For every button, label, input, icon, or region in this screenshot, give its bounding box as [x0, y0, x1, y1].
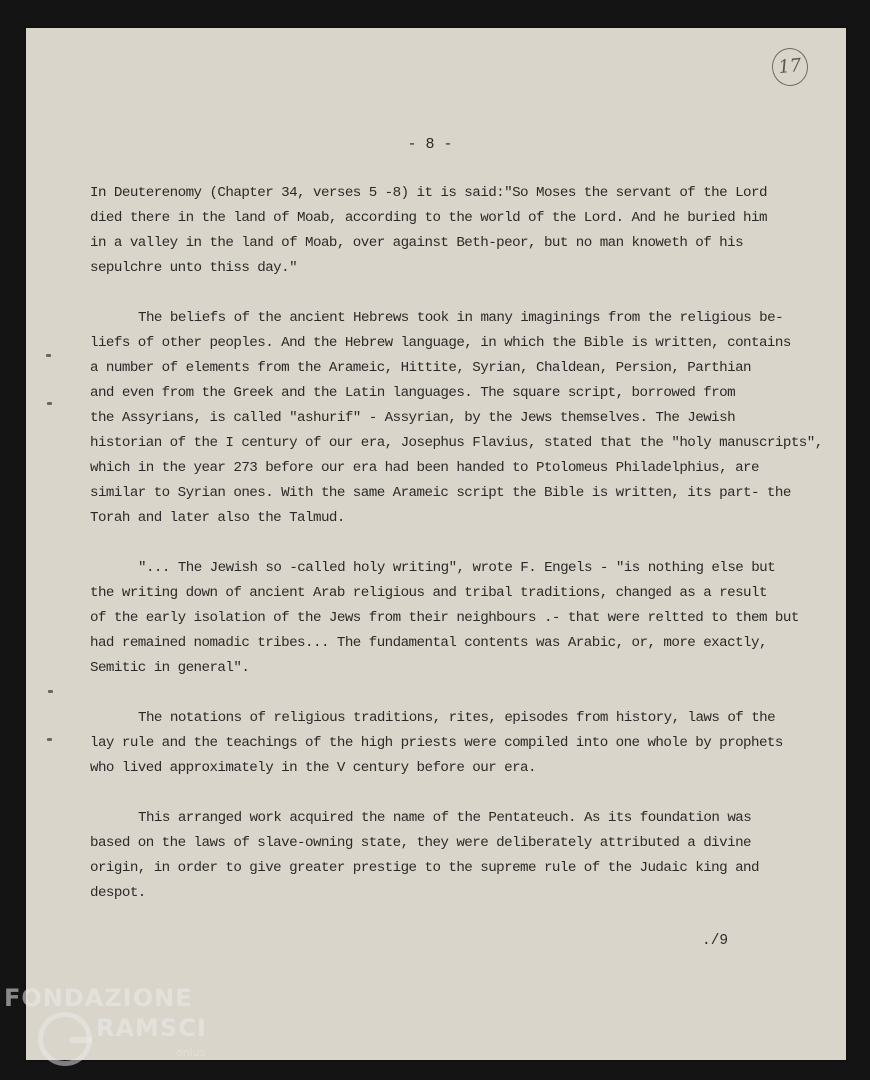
text-line: who lived approximately in the V century before our era. [90, 760, 536, 776]
text-line: of the early isolation of the Jews from their neighbours .- that were reltted to them but [90, 610, 799, 626]
text-line: lay rule and the teachings of the high priests were compiled into one whole by prophets [90, 735, 783, 751]
margin-mark [47, 738, 52, 741]
text-line: Torah and later also the Talmud. [90, 510, 345, 526]
watermark-line1: FONDAZIONE [4, 984, 193, 1012]
text-line: died there in the land of Moab, according to the world of the Lord. And he buried him [90, 210, 767, 226]
text-line: This arranged work acquired the name of the Pentateuch. As its foundation was [138, 810, 752, 826]
text-line: "... The Jewish so -called holy writing", wrote F. Engels - "is nothing else but [138, 560, 776, 576]
text-line: based on the laws of slave-owning state, they were deliberately attributed a divine [90, 835, 752, 851]
watermark-line2: RAMSCI [96, 1014, 207, 1042]
text-line: sepulchre unto thiss day." [90, 260, 298, 276]
text-line: historian of the I century of our era, Josephus Flavius, stated that the "holy manuscripts", [90, 435, 823, 451]
watermark-line3: onlus [176, 1046, 206, 1059]
paragraph-3 [90, 556, 830, 681]
text-line: The notations of religious traditions, rites, episodes from history, laws of the [138, 710, 776, 726]
text-line: The beliefs of the ancient Hebrews took in many imaginings from the religious be- [138, 310, 784, 326]
paragraph-1 [90, 181, 830, 281]
paragraph-5 [90, 806, 830, 906]
text-line: similar to Syrian ones. With the same Arameic script the Bible is written, its part- the [90, 485, 791, 501]
continuation-marker: ./9 [702, 933, 729, 949]
text-line: despot. [90, 885, 146, 901]
margin-mark [48, 690, 53, 693]
text-line: Semitic in general". [90, 660, 250, 676]
text-line: liefs of other peoples. And the Hebrew language, in which the Bible is written, contains [90, 335, 791, 351]
document-body [90, 181, 830, 906]
text-line: had remained nomadic tribes... The fundamental contents was Arabic, or, more exactly, [90, 635, 767, 651]
text-line: in a valley in the land of Moab, over against Beth-peor, but no man knoweth of his [90, 235, 744, 251]
paragraph-2 [90, 306, 830, 531]
text-line: a number of elements from the Arameic, Hittite, Syrian, Chaldean, Persion, Parthian [90, 360, 752, 376]
margin-mark [47, 402, 52, 405]
page-number: - 8 - [407, 136, 453, 153]
text-line: the writing down of ancient Arab religious and tribal traditions, changed as a result [90, 585, 767, 601]
archive-number-stamp: 17 [770, 46, 810, 88]
text-line: the Assyrians, is called "ashurif" - Assyrian, by the Jews themselves. The Jewish [90, 410, 736, 426]
paragraph-4 [90, 706, 830, 781]
text-line: which in the year 273 before our era had been handed to Ptolomeus Philadelphius, are [90, 460, 759, 476]
text-line: and even from the Greek and the Latin languages. The square script, borrowed from [90, 385, 736, 401]
margin-mark [46, 354, 51, 357]
text-line: origin, in order to give greater prestige to the supreme rule of the Judaic king and [90, 860, 759, 876]
text-line: In Deuterenomy (Chapter 34, verses 5 -8) it is said:"So Moses the servant of the Lord [90, 185, 767, 201]
